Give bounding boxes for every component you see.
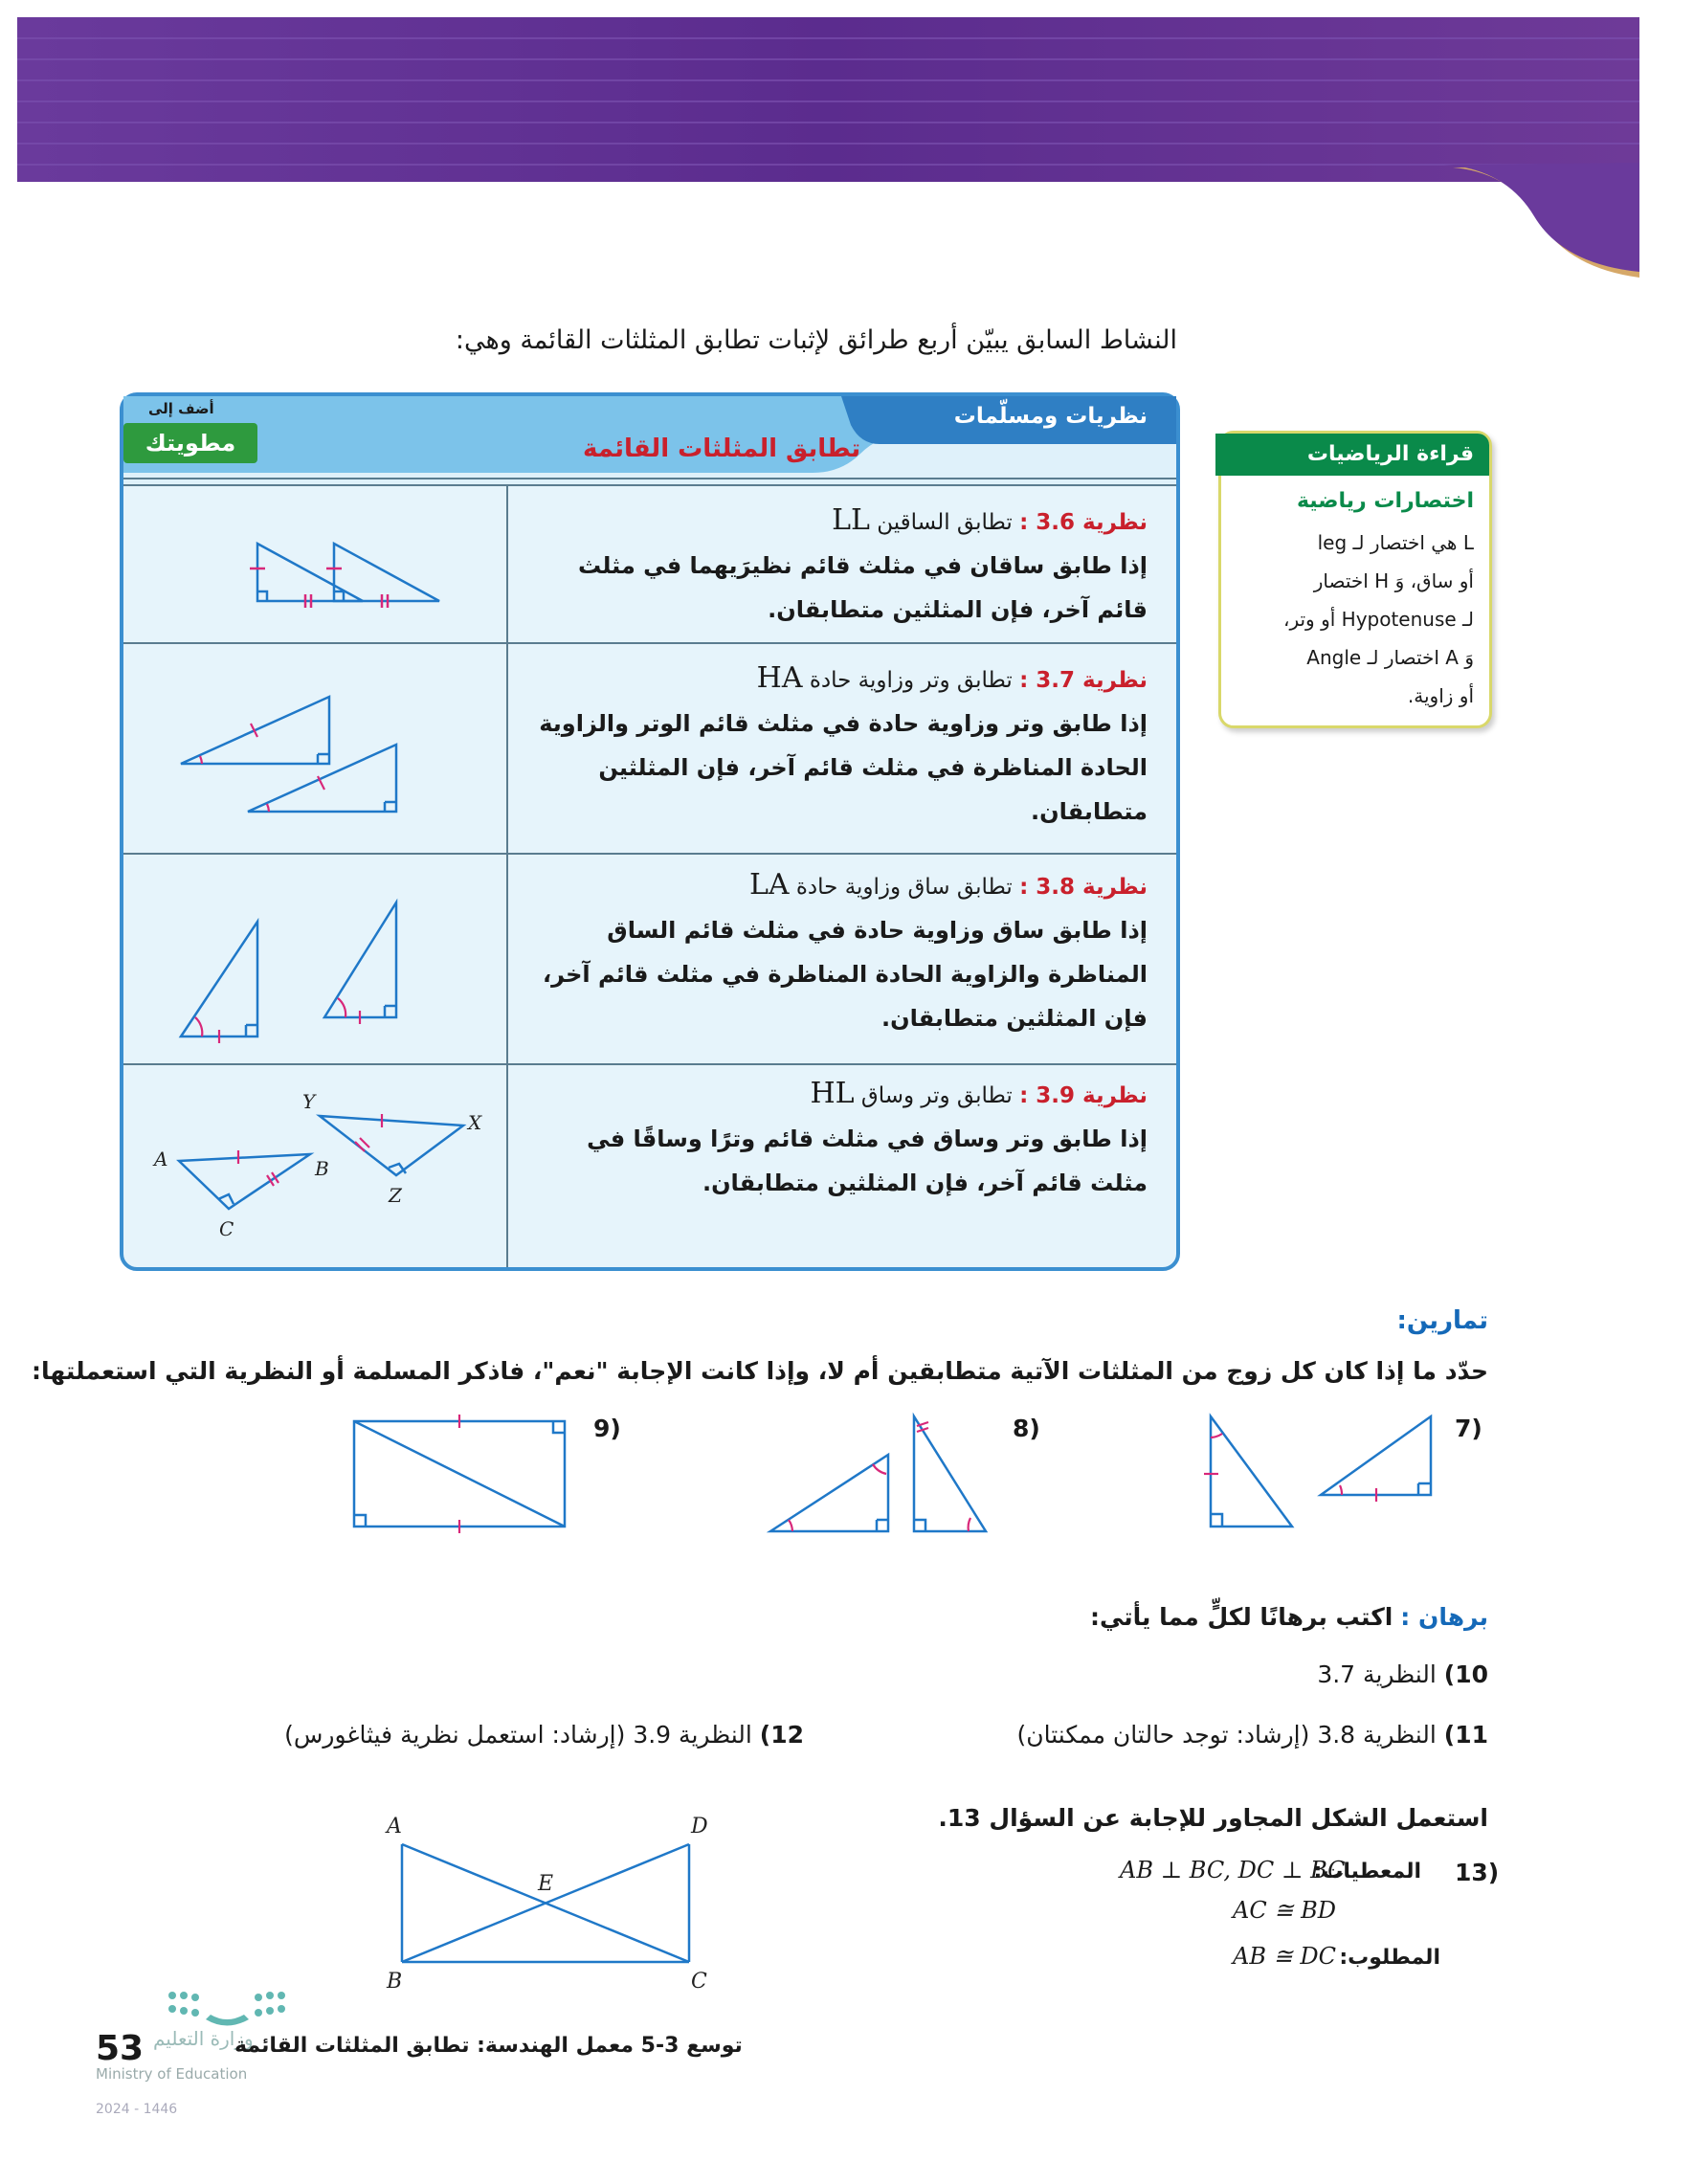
foldable-label: مطويتك <box>145 430 236 457</box>
exercises-header: تمارين: <box>1396 1306 1488 1335</box>
exercises-instruction: حدّد ما إذا كان كل زوج من المثلثات الآتية متطابقين أم لا، وإذا كانت الإجابة "نعم"، فاذكر المسلمة أو النظرية التي استعملتها: <box>32 1357 1488 1385</box>
footer-lesson: توسع 3-5 معمل الهندسة: تطابق المثلثات القائمة <box>234 2034 743 2058</box>
proof-item-10: 10) النظرية 3.7 <box>1317 1660 1488 1688</box>
edition-year: 2024 - 1446 <box>96 2102 178 2117</box>
reading-math-subtitle: اختصارات رياضية <box>1296 489 1474 513</box>
exercise-9-figure <box>345 1416 574 1531</box>
proof-instruction: اكتب برهانًا لكلٍّ مما يأتي: <box>1089 1603 1393 1631</box>
theorem-text: إذا طابق ساقان في مثلث قائم نظيرَيهما في مثلث قائم آخر، فإن المثلثين متطابقان. <box>577 552 1148 623</box>
hl-label-y: Y <box>302 1090 316 1113</box>
given-2: AC ≅ BD <box>1233 1897 1336 1924</box>
fig-label-b: B <box>387 1970 403 1994</box>
given-label: المعطيات: <box>1313 1860 1421 1883</box>
ministry-name-en: Ministry of Education <box>96 2065 248 2083</box>
exercise-9-number: 9) <box>593 1415 621 1442</box>
theorem-title: نظرية 3.6 : تطابق الساقين LL <box>832 503 1148 537</box>
hl-figure <box>143 1080 482 1252</box>
theorems-label: نظريات ومسلّمات <box>953 404 1148 429</box>
reading-math-box <box>1218 431 1492 728</box>
prove-statement: AB ≅ DC <box>1233 1943 1336 1970</box>
theorem-row-ll <box>123 484 1176 644</box>
theorems-title: تطابق المثلثات القائمة <box>583 435 861 463</box>
theorem-text: إذا طابق وتر وزاوية حادة في مثلث قائم الوتر والزاوية الحادة المناظرة في مثلث قائم آخر، فإن المثلثين متطابقان. <box>539 710 1148 825</box>
fig-label-c: C <box>691 1970 707 1994</box>
fig-label-a: A <box>387 1815 402 1839</box>
exercise-8-figure <box>766 1407 995 1536</box>
proof-item-12: 12) النظرية 3.9 (إرشاد: استعمل نظرية فيثاغورس) <box>284 1721 804 1749</box>
theorem-text: إذا طابق وتر وساق في مثلث قائم وترًا وساقًا في مثلث قائم آخر، فإن المثلثين متطابقان. <box>587 1125 1148 1196</box>
hl-label-a: A <box>154 1148 168 1170</box>
page-number: 53 <box>96 2029 145 2068</box>
proof-instruction-line <box>1090 1603 1488 1631</box>
la-figure <box>162 874 449 1046</box>
foldable-top: أضف إلى <box>148 400 214 417</box>
exercise-8-number: 8) <box>1013 1415 1040 1442</box>
ministry-name-ar: وزارة التعليم <box>153 2027 254 2050</box>
question-13-number: 13) <box>1455 1859 1500 1886</box>
theorem-title: نظرية 3.9 : تطابق وتر وساق HL <box>810 1077 1148 1110</box>
header-banner <box>17 0 1639 278</box>
theorem-row-la <box>123 853 1176 1065</box>
given-1: AB ⊥ BC, DC ⊥ BC <box>1120 1857 1346 1883</box>
reading-math-body: L هي اختصار لـ leg أو ساق، وَ H اختصار لـ Hypotenuse أو وتر، وَ A اختصار لـ Angle أو زاوية. <box>1283 531 1474 707</box>
fig-label-d: D <box>691 1815 708 1839</box>
exercise-7-number: 7) <box>1455 1415 1482 1442</box>
use-figure-text: استعمل الشكل المجاور للإجابة عن السؤال 13. <box>938 1804 1488 1832</box>
hl-label-b: B <box>315 1157 329 1180</box>
hl-label-x: X <box>468 1111 482 1134</box>
prove-label: المطلوب: <box>1339 1946 1440 1970</box>
exercise-7-figure <box>1201 1407 1450 1536</box>
theorem-row-ha <box>123 642 1176 855</box>
theorem-text: إذا طابق ساق وزاوية حادة في مثلث قائم الساق المناظرة والزاوية الحادة المناظرة في مثلث قائم آخر، فإن المثلثين متطابقان. <box>543 917 1148 1032</box>
theorem-title: نظرية 3.8 : تطابق ساق وزاوية حادة LA <box>748 868 1148 902</box>
reading-math-header: قراءة الرياضيات <box>1215 434 1489 476</box>
foldable-badge[interactable] <box>123 423 257 463</box>
proof-label: برهان : <box>1400 1603 1488 1631</box>
theorems-box <box>120 392 1180 1271</box>
question-13-figure <box>373 1804 737 1995</box>
ll-figure <box>181 515 468 620</box>
proof-item-11: 11) النظرية 3.8 (إرشاد: توجد حالتان ممكنتان) <box>1016 1721 1488 1749</box>
theorem-title: نظرية 3.7 : تطابق وتر وزاوية حادة HA <box>756 661 1148 695</box>
theorem-row-hl <box>123 1063 1176 1269</box>
fig-label-e: E <box>538 1872 554 1896</box>
hl-label-z: Z <box>389 1184 402 1207</box>
hl-label-c: C <box>219 1217 234 1240</box>
theorems-grid <box>123 484 1176 1267</box>
intro-text: النشاط السابق يبيّن أربع طرائق لإثبات تطابق المثلثات القائمة وهي: <box>455 325 1177 355</box>
ha-figure <box>162 678 449 821</box>
